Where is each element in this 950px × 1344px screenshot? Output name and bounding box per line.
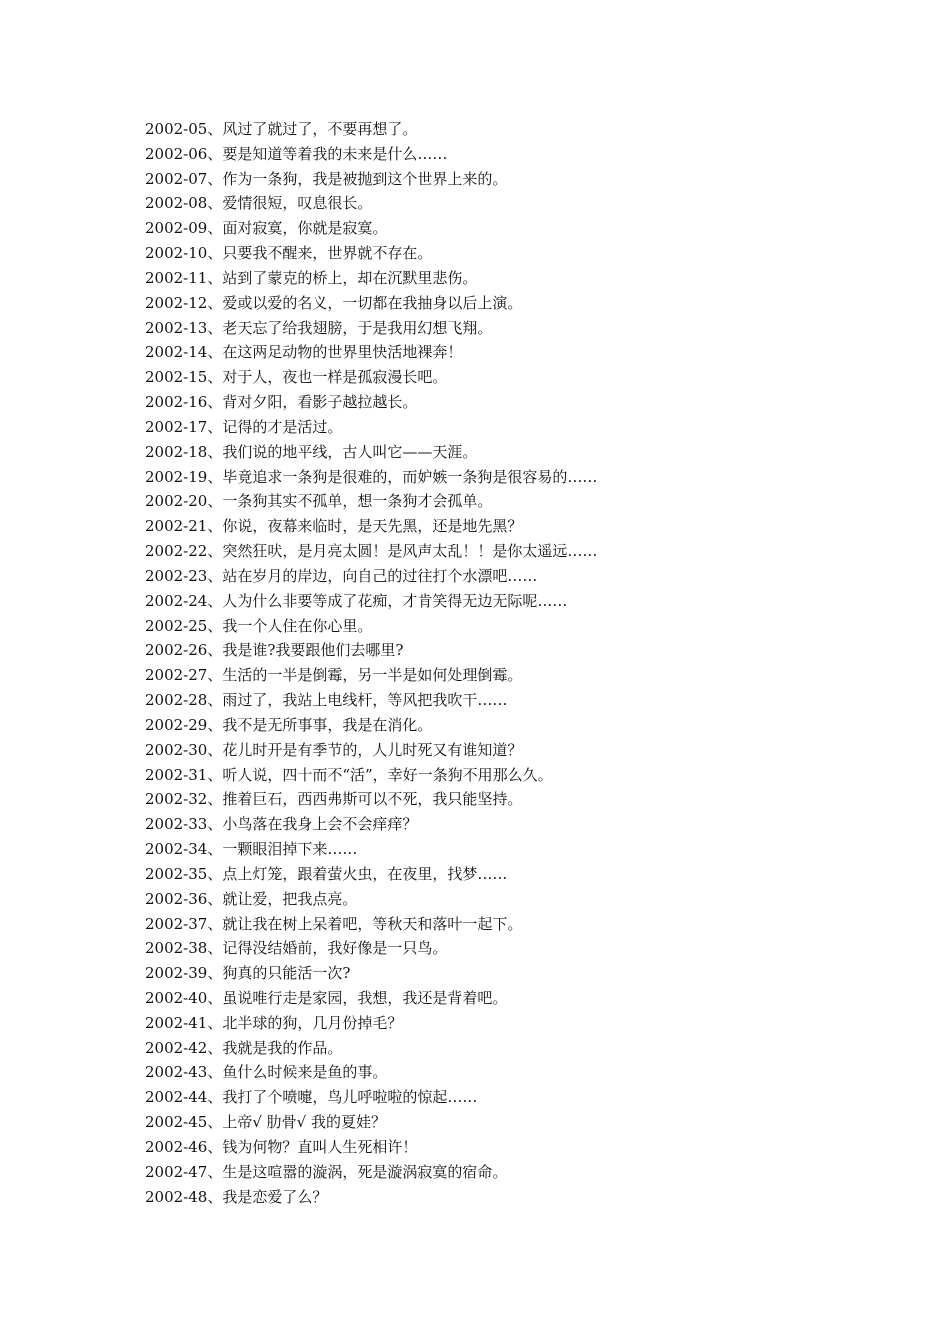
list-item: 2002-13、老天忘了给我翅膀，于是我用幻想飞翔。 [145, 318, 493, 337]
list-item: 2002-11、站到了蒙克的桥上，却在沉默里悲伤。 [145, 268, 478, 287]
list-item: 2002-33、小鸟落在我身上会不会痒痒？ [145, 815, 418, 834]
list-item: 2002-38、记得没结婚前，我好像是一只鸟。 [145, 939, 448, 958]
list-item: 2002-16、背对夕阳，看影子越拉越长。 [145, 393, 418, 412]
list-item: 2002-17、记得的才是活过。 [145, 417, 343, 436]
list-item: 2002-31、听人说，四十而不“活”，幸好一条狗不用那么久。 [145, 765, 553, 784]
list-item: 2002-35、点上灯笼，跟着萤火虫，在夜里，找梦…… [145, 864, 508, 883]
list-item: 2002-20、一条狗其实不孤单，想一条狗才会孤单。 [145, 492, 493, 511]
list-item: 2002-41、北半球的狗，几月份掉毛？ [145, 1013, 403, 1032]
list-item: 2002-43、鱼什么时候来是鱼的事。 [145, 1063, 388, 1082]
list-item: 2002-45、上帝√ 肋骨√ 我的夏娃？ [145, 1113, 386, 1132]
list-item: 2002-28、雨过了，我站上电线杆，等风把我吹干…… [145, 691, 508, 710]
list-item: 2002-05、风过了就过了，不要再想了。 [145, 120, 418, 138]
list-item: 2002-19、毕竟追求一条狗是很难的，而妒嫉一条狗是很容易的…… [145, 467, 598, 486]
list-item: 2002-27、生活的一半是倒霉，另一半是如何处理倒霉。 [145, 666, 523, 685]
list-item: 2002-47、生是这喧嚣的漩涡，死是漩涡寂寞的宿命。 [145, 1162, 508, 1181]
list-item: 2002-21、你说，夜幕来临时，是天先黑，还是地先黑？ [145, 517, 523, 536]
list-item: 2002-12、爱或以爱的名义，一切都在我抽身以后上演。 [145, 293, 523, 312]
list-item: 2002-07、作为一条狗，我是被抛到这个世界上来的。 [145, 169, 508, 188]
list-item: 2002-29、我不是无所事事，我是在消化。 [145, 715, 433, 734]
list-item: 2002-08、爱情很短，叹息很长。 [145, 194, 373, 213]
list-item: 2002-42、我就是我的作品。 [145, 1038, 343, 1057]
list-item: 2002-24、人为什么非要等成了花痴，才肯笑得无边无际呢…… [145, 591, 568, 610]
list-item: 2002-39、狗真的只能活一次? [145, 964, 351, 983]
list-item: 2002-25、我一个人住在你心里。 [145, 616, 373, 635]
list-item: 2002-18、我们说的地平线，古人叫它——天涯。 [145, 442, 478, 461]
list-item: 2002-34、一颗眼泪掉下来…… [145, 840, 358, 859]
list-item: 2002-23、站在岁月的岸边，向自己的过往打个水漂吧…… [145, 566, 538, 585]
list-item: 2002-15、对于人，夜也一样是孤寂漫长吧。 [145, 368, 448, 387]
list-item: 2002-32、推着巨石，西西弗斯可以不死，我只能坚持。 [145, 790, 523, 809]
list-item: 2002-37、就让我在树上呆着吧，等秋天和落叶一起下。 [145, 914, 523, 933]
list-item: 2002-48、我是恋爱了么？ [145, 1187, 328, 1206]
list-item: 2002-26、我是谁?我要跟他们去哪里? [145, 641, 404, 660]
list-item: 2002-06、要是知道等着我的未来是什么…… [145, 144, 448, 163]
list-item: 2002-10、只要我不醒来，世界就不存在。 [145, 244, 433, 263]
entry-list [145, 117, 597, 1209]
list-item: 2002-36、就让爱，把我点亮。 [145, 889, 358, 908]
list-item: 2002-14、在这两足动物的世界里快活地裸奔！ [145, 343, 463, 362]
list-item: 2002-44、我打了个喷嚏，鸟儿呼啦啦的惊起…… [145, 1088, 478, 1107]
list-item: 2002-30、花儿时开是有季节的，人儿时死又有谁知道？ [145, 740, 523, 759]
list-item: 2002-22、突然狂吠，是月亮太圆！是风声太乱！！是你太遥远…… [145, 542, 598, 561]
list-item: 2002-46、钱为何物？直叫人生死相许！ [145, 1137, 418, 1156]
list-item: 2002-09、面对寂寞，你就是寂寞。 [145, 219, 388, 238]
list-item: 2002-40、虽说唯行走是家园，我想，我还是背着吧。 [145, 988, 508, 1007]
